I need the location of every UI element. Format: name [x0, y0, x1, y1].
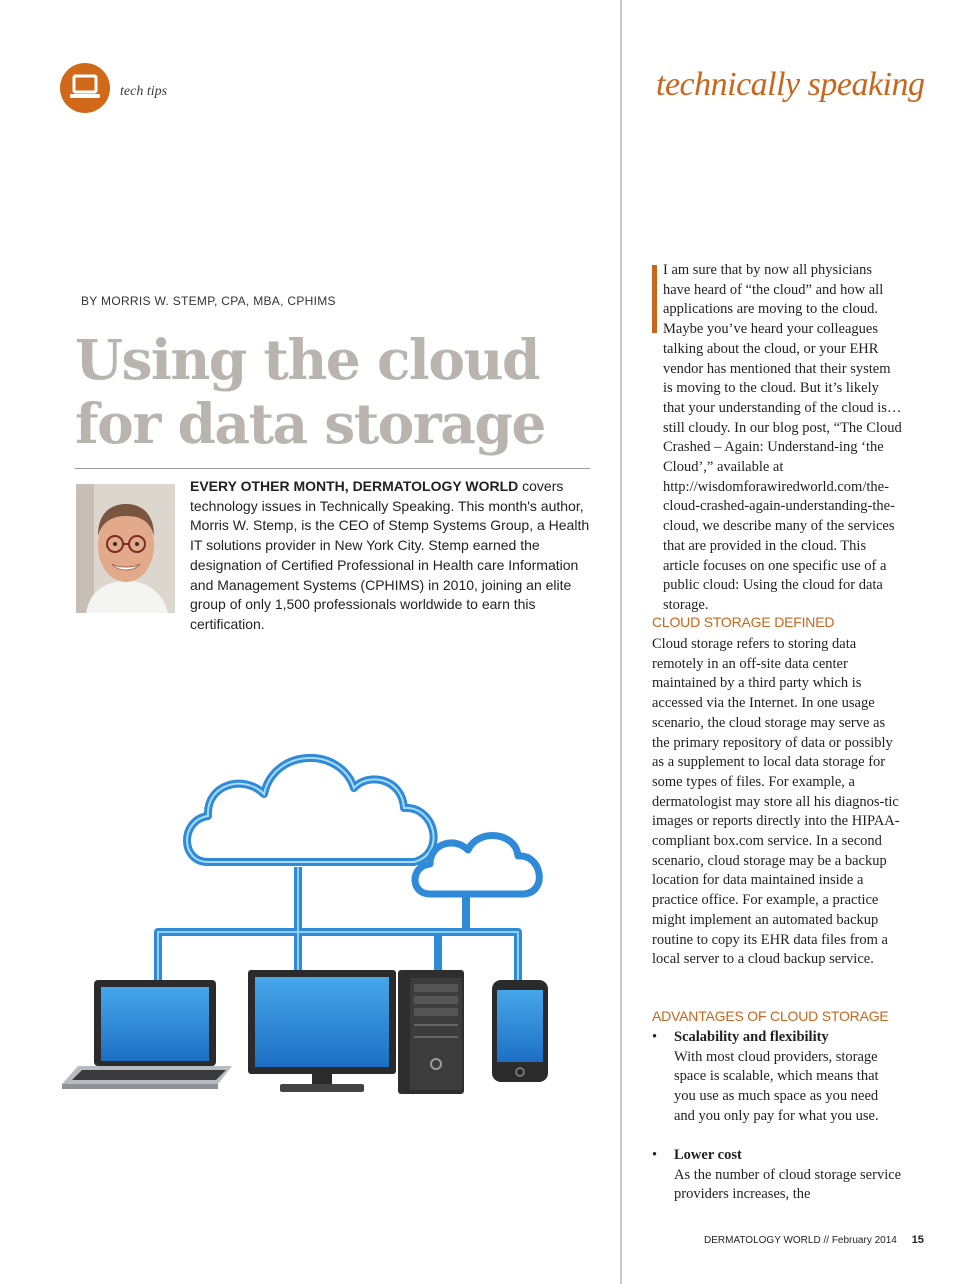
footer-publication: DERMATOLOGY WORLD	[704, 1235, 821, 1246]
bullet-text: With most cloud providers, storage space is scalable, which means that you use as much space as you need and you only pay for what you use.	[674, 1048, 879, 1124]
cloud-devices-illustration	[58, 732, 578, 1102]
author-photo	[76, 484, 175, 613]
bullet-title: Lower cost	[674, 1147, 742, 1163]
bullet-dot-icon: •	[652, 1147, 658, 1163]
section-title: technically speaking	[656, 66, 925, 103]
byline: BY MORRIS W. STEMP, CPA, MBA, CPHIMS	[81, 294, 336, 308]
headline	[75, 328, 545, 456]
footer-separator: //	[823, 1235, 830, 1246]
section-label: tech tips	[120, 84, 168, 99]
headline-rule	[75, 468, 590, 469]
body-paragraph-1	[652, 261, 902, 616]
subhead-advantages: ADVANTAGES OF CLOUD STORAGE	[652, 1008, 889, 1024]
page-footer	[704, 1234, 924, 1246]
intro-paragraph	[190, 477, 590, 635]
bullet-title: Scalability and flexibility	[674, 1029, 829, 1045]
laptop-icon	[69, 73, 101, 103]
body-paragraph-2: Cloud storage refers to storing data remotely in an off-site data center maintained by a third party which is accessed via the Internet. In one usage scenario, the cloud storage may serve as the primary repository of data or possibly as a supplement to local data storage for some types of files. For example, a dermatologist may store all his diagnos-tic images or reports directly into the HIPAA-compliant box.com service. In a second scenario, cloud storage may be a backup location for data maintained inside a practice office. For example, a practice might implement an automated backup routine to copy its EHR data files from a local server to a cloud backup service.	[652, 636, 900, 968]
bullet-text: As the number of cloud storage service providers increases, the	[674, 1166, 902, 1203]
tech-tips-badge	[60, 63, 110, 113]
body-text-1: I am sure that by now all physicians have heard of “the cloud” and how all applications are moving to the cloud. Maybe you’ve heard your colleagues talking about the cloud, or your EHR vendor has mentioned that their system is moving to the cloud. But it’s likely that your understanding of the cloud is…still cloudy. In our blog post, “The Cloud Crashed – Again: Understand-ing ‘the Cloud’,” available at http://wisdomforawiredworld.com/the-cloud-crashed-again-understanding-the-cloud, we describe many of the services that are provided in the cloud. This article focuses on one specific use of a public cloud: Using the cloud for data storage.	[663, 262, 902, 613]
intro-lead: EVERY OTHER MONTH, DERMATOLOGY WORLD	[190, 478, 519, 494]
footer-issue: February 2014	[831, 1235, 897, 1246]
headline-line-1: Using the cloud	[75, 327, 539, 392]
bullet-item	[652, 1146, 902, 1205]
bullet-item	[652, 1028, 902, 1127]
page-number: 15	[911, 1234, 924, 1246]
bullet-dot-icon: •	[652, 1029, 658, 1045]
headline-line-2: for data storage	[75, 391, 545, 456]
intro-text: covers technology issues in Technically Speaking. This month's author, Morris W. Stemp, is the CEO of Stemp Systems Group, a Health IT solutions provider in New York City. Stemp earned the designation of Certified Professional in Health care Information and Management Systems (CPHIMS) in 2010, joining an elite group of only 1,500 professionals worldwide to earn this certification.	[190, 478, 590, 632]
subhead-cloud-storage-defined: CLOUD STORAGE DEFINED	[652, 614, 835, 630]
column-divider	[620, 0, 622, 1284]
